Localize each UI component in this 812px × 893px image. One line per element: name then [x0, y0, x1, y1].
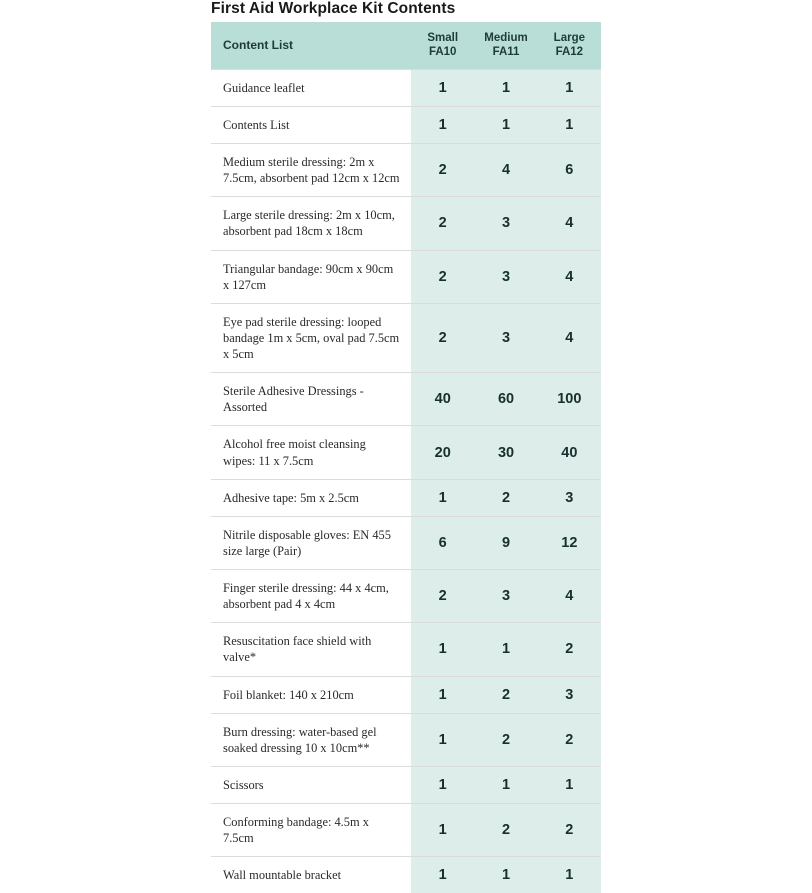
row-qty-medium: 1 — [474, 623, 537, 676]
row-qty-small: 1 — [411, 804, 474, 857]
row-qty-large: 6 — [538, 144, 601, 197]
table-row — [211, 676, 601, 713]
row-content-name: Foil blanket: 140 x 210cm — [211, 676, 411, 713]
row-qty-small: 1 — [411, 106, 474, 143]
row-qty-large: 2 — [538, 713, 601, 766]
row-qty-small: 2 — [411, 570, 474, 623]
table-row — [211, 804, 601, 857]
column-header-content-list: Content List — [211, 22, 411, 69]
row-qty-large: 4 — [538, 250, 601, 303]
row-qty-medium: 30 — [474, 426, 537, 479]
row-qty-large: 4 — [538, 197, 601, 250]
table-row — [211, 250, 601, 303]
row-qty-medium: 3 — [474, 197, 537, 250]
row-content-name: Conforming bandage: 4.5m x 7.5cm — [211, 804, 411, 857]
table-row — [211, 570, 601, 623]
row-qty-small: 2 — [411, 303, 474, 372]
table-header-row — [211, 22, 601, 69]
row-qty-large: 3 — [538, 676, 601, 713]
table-row — [211, 623, 601, 676]
row-qty-medium: 2 — [474, 676, 537, 713]
row-content-name: Nitrile disposable gloves: EN 455 size large (Pair) — [211, 516, 411, 569]
column-header-small — [411, 22, 474, 69]
row-qty-medium: 1 — [474, 766, 537, 803]
table-row — [211, 857, 601, 893]
table-header — [211, 22, 601, 69]
row-qty-medium: 60 — [474, 373, 537, 426]
row-qty-small: 40 — [411, 373, 474, 426]
row-qty-medium: 4 — [474, 144, 537, 197]
row-qty-small: 1 — [411, 623, 474, 676]
row-qty-large: 2 — [538, 804, 601, 857]
table-row — [211, 197, 601, 250]
row-qty-small: 2 — [411, 250, 474, 303]
table-row — [211, 106, 601, 143]
row-content-name: Triangular bandage: 90cm x 90cm x 127cm — [211, 250, 411, 303]
column-header-large-code: FA12 — [555, 46, 584, 59]
row-qty-small: 2 — [411, 144, 474, 197]
table-row — [211, 426, 601, 479]
column-header-medium — [474, 22, 537, 69]
table-row — [211, 373, 601, 426]
row-qty-small: 1 — [411, 766, 474, 803]
row-content-name: Large sterile dressing: 2m x 10cm, absorbent pad 18cm x 18cm — [211, 197, 411, 250]
column-header-medium-size: Medium — [484, 32, 528, 44]
table-row — [211, 479, 601, 516]
table-row — [211, 713, 601, 766]
row-qty-small: 6 — [411, 516, 474, 569]
row-content-name: Scissors — [211, 766, 411, 803]
row-content-name: Resuscitation face shield with valve* — [211, 623, 411, 676]
row-content-name: Eye pad sterile dressing: looped bandage 1m x 5cm, oval pad 7.5cm x 5cm — [211, 303, 411, 372]
row-qty-large: 3 — [538, 479, 601, 516]
column-header-medium-code: FA11 — [492, 46, 520, 59]
column-header-small-code: FA10 — [428, 46, 457, 59]
column-header-small-size: Small — [427, 32, 459, 44]
row-qty-small: 1 — [411, 479, 474, 516]
table-row — [211, 303, 601, 372]
column-header-large-size: Large — [553, 32, 585, 44]
row-content-name: Guidance leaflet — [211, 69, 411, 106]
row-qty-large: 12 — [538, 516, 601, 569]
row-content-name: Medium sterile dressing: 2m x 7.5cm, absorbent pad 12cm x 12cm — [211, 144, 411, 197]
row-qty-small: 1 — [411, 857, 474, 893]
table-body — [211, 69, 601, 893]
row-qty-large: 2 — [538, 623, 601, 676]
row-qty-small: 2 — [411, 197, 474, 250]
row-qty-large: 1 — [538, 106, 601, 143]
row-qty-medium: 1 — [474, 106, 537, 143]
row-content-name: Alcohol free moist cleansing wipes: 11 x 7.5cm — [211, 426, 411, 479]
row-content-name: Sterile Adhesive Dressings - Assorted — [211, 373, 411, 426]
row-qty-medium: 3 — [474, 250, 537, 303]
table-row — [211, 766, 601, 803]
table-row — [211, 516, 601, 569]
row-content-name: Burn dressing: water-based gel soaked dressing 10 x 10cm** — [211, 713, 411, 766]
row-qty-medium: 2 — [474, 804, 537, 857]
row-qty-large: 100 — [538, 373, 601, 426]
row-content-name: Contents List — [211, 106, 411, 143]
row-qty-large: 1 — [538, 857, 601, 893]
row-qty-medium: 1 — [474, 857, 537, 893]
row-qty-medium: 9 — [474, 516, 537, 569]
row-qty-large: 40 — [538, 426, 601, 479]
row-qty-medium: 3 — [474, 570, 537, 623]
row-qty-medium: 1 — [474, 69, 537, 106]
row-content-name: Finger sterile dressing: 44 x 4cm, absorbent pad 4 x 4cm — [211, 570, 411, 623]
row-qty-medium: 2 — [474, 713, 537, 766]
row-qty-small: 1 — [411, 69, 474, 106]
row-qty-small: 1 — [411, 676, 474, 713]
row-qty-medium: 2 — [474, 479, 537, 516]
row-qty-large: 1 — [538, 766, 601, 803]
row-qty-large: 4 — [538, 570, 601, 623]
page-title: First Aid Workplace Kit Contents — [211, 0, 456, 17]
kit-contents-table — [211, 22, 601, 893]
row-content-name: Adhesive tape: 5m x 2.5cm — [211, 479, 411, 516]
row-qty-large: 4 — [538, 303, 601, 372]
row-qty-medium: 3 — [474, 303, 537, 372]
table-row — [211, 144, 601, 197]
row-qty-small: 1 — [411, 713, 474, 766]
row-qty-large: 1 — [538, 69, 601, 106]
row-qty-small: 20 — [411, 426, 474, 479]
row-content-name: Wall mountable bracket — [211, 857, 411, 893]
table-row — [211, 69, 601, 106]
column-header-large — [538, 22, 601, 69]
